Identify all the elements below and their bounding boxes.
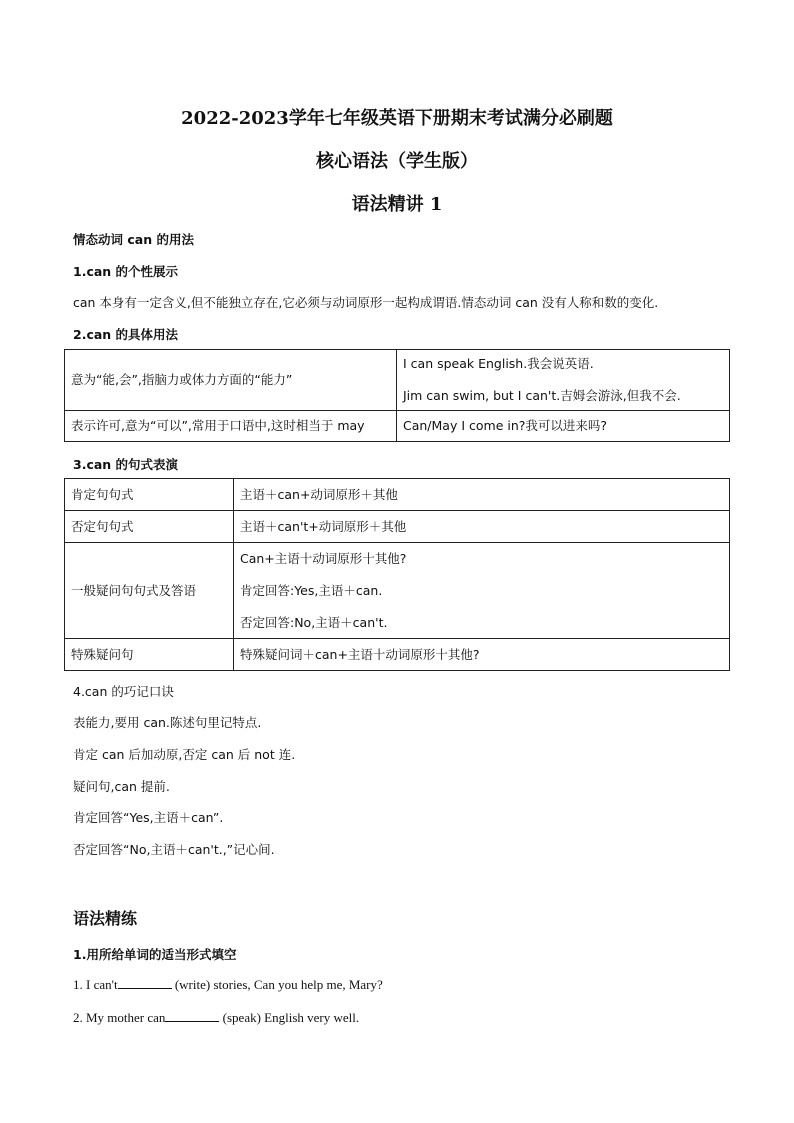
table-row [65, 543, 730, 639]
table-cell [397, 411, 730, 442]
table-row [65, 350, 730, 411]
cell-text: 意为“能,会”,指脑力或体力方面的“能力” [71, 372, 293, 387]
section-title: 语法精讲 1 [351, 194, 443, 215]
cell-text: Can/May I come in?我可以进来吗? [403, 418, 608, 433]
topic-heading: 情态动词 can 的用法 [73, 232, 194, 247]
table-cell [65, 411, 397, 442]
question-text: 2. My mother can [73, 1010, 166, 1025]
cell-text: Jim can swim, but I can't.吉姆会游泳,但我不会. [403, 388, 681, 403]
sentence-pattern-table [64, 478, 730, 671]
question-text: 1. I can't [73, 977, 118, 992]
cell-text: 表示许可,意为“可以”,常用于口语中,这时相当于 may [71, 418, 365, 433]
document-subtitle: 核心语法（学生版） [316, 151, 478, 172]
mnemonic-line: 表能力,要用 can.陈述句里记特点. [73, 715, 262, 730]
cell-text: 特殊疑问句 [71, 646, 134, 662]
answer-blank[interactable] [165, 1011, 219, 1022]
table-cell [234, 639, 730, 671]
cell-text: 主语＋can+动词原形＋其他 [240, 486, 398, 502]
table-cell [397, 350, 730, 411]
paragraph-1: can 本身有一定含义,但不能独立存在,它必须与动词原形一起构成谓语.情态动词 can 没有人称和数的变化. [73, 295, 659, 310]
cell-text: 主语＋can't+动词原形＋其他 [240, 518, 407, 534]
subheading-4: 4.can 的巧记口诀 [73, 684, 174, 699]
cell-text: 否定句句式 [71, 518, 134, 534]
table-cell [65, 511, 234, 543]
table-row [65, 639, 730, 671]
usage-table [64, 349, 730, 442]
document-title: 2022-2023学年七年级英语下册期末考试满分必刷题 [181, 108, 613, 129]
table-cell [65, 639, 234, 671]
table-cell [65, 543, 234, 639]
cell-text: 特殊疑问词＋can+主语十动词原形十其他? [240, 646, 480, 662]
table-cell [234, 479, 730, 511]
mnemonic-line: 疑问句,can 提前. [73, 779, 170, 794]
cell-text: 否定回答:No,主语＋can't. [240, 614, 388, 630]
mnemonic-line: 否定回答“No,主语＋can't.,”记心间. [73, 842, 275, 857]
practice-subheading: 1.用所给单词的适当形式填空 [73, 947, 237, 962]
table-cell [65, 350, 397, 411]
table-row [65, 479, 730, 511]
question-text: (write) stories, Can you help me, Mary? [171, 977, 383, 992]
question-2 [73, 1010, 359, 1026]
table-row [65, 511, 730, 543]
mnemonic-line: 肯定回答“Yes,主语＋can”. [73, 810, 224, 825]
table-cell [234, 543, 730, 639]
question-1 [73, 977, 383, 993]
table-row [65, 411, 730, 442]
cell-text: Can+主语十动词原形十其他? [240, 550, 407, 566]
answer-blank[interactable] [118, 978, 172, 989]
subheading-3: 3.can 的句式表演 [73, 457, 179, 472]
mnemonic-line: 肯定 can 后加动原,否定 can 后 not 连. [73, 747, 296, 762]
cell-text: I can speak English.我会说英语. [403, 356, 594, 371]
cell-text: 一般疑问句句式及答语 [71, 582, 197, 598]
cell-text: 肯定句句式 [71, 486, 134, 502]
subheading-2: 2.can 的具体用法 [73, 327, 179, 342]
practice-heading: 语法精练 [73, 909, 138, 928]
cell-text: 肯定回答:Yes,主语＋can. [240, 582, 383, 598]
subheading-1: 1.can 的个性展示 [73, 264, 179, 279]
table-cell [234, 511, 730, 543]
question-text: (speak) English very well. [219, 1010, 360, 1025]
table-cell [65, 479, 234, 511]
